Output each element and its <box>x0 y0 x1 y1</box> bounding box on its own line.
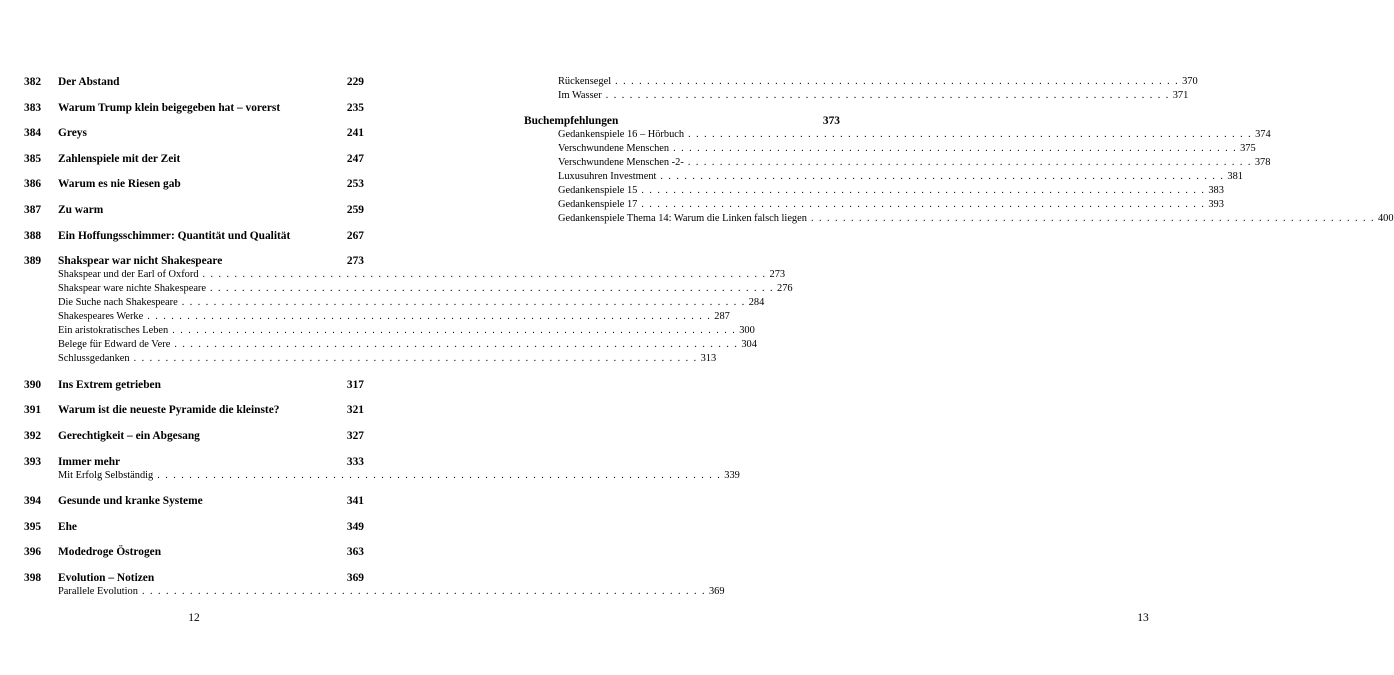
toc-subentry <box>58 585 725 599</box>
dot-leader <box>602 89 1173 103</box>
toc-chapter <box>24 126 364 140</box>
toc-chapter <box>24 177 364 191</box>
dot-leader <box>684 156 1255 170</box>
chapter-number: 393 <box>24 455 42 468</box>
chapter-number: 384 <box>24 127 42 140</box>
toc-subentry <box>58 338 757 352</box>
toc-chapter <box>24 494 364 508</box>
toc-chapter <box>24 203 364 217</box>
toc-chapter <box>24 429 364 443</box>
chapter-number: 396 <box>24 546 42 559</box>
subentry-page: 369 <box>708 585 725 597</box>
chapter-title: Gerechtigkeit – ein Abgesang <box>58 429 200 442</box>
toc-subentry <box>58 352 717 366</box>
subentry-title: Gedankenspiele 17 <box>558 199 638 210</box>
toc-chapter <box>24 378 364 392</box>
toc-subentry <box>58 310 730 324</box>
dot-leader <box>669 142 1240 156</box>
subentry-page: 371 <box>1172 90 1189 101</box>
toc-chapter <box>24 229 364 243</box>
toc-subentry <box>558 156 1271 170</box>
right-page <box>450 0 1394 675</box>
subentry-page: 284 <box>748 297 765 309</box>
subentry-page: 339 <box>724 469 740 481</box>
subentry-page: 273 <box>769 269 786 281</box>
chapter-page: 333 <box>346 455 364 468</box>
toc-subentry <box>558 142 1256 156</box>
chapter-title: Warum es nie Riesen gab <box>58 178 181 191</box>
chapter-number: 395 <box>24 520 42 533</box>
chapter-title: Zahlenspiele mit der Zeit <box>58 152 181 165</box>
chapter-number: 394 <box>24 495 42 508</box>
toc-chapter <box>24 75 364 89</box>
subentry-title: Rückensegel <box>558 76 612 87</box>
toc-subentry <box>58 469 740 483</box>
toc-chapter-group <box>24 571 725 599</box>
toc-subentry <box>558 128 1271 142</box>
toc-chapter-group <box>24 126 364 140</box>
toc-chapter-group <box>24 520 364 534</box>
toc-chapter <box>524 114 840 128</box>
chapter-page: 247 <box>346 152 364 165</box>
toc-subentry <box>558 198 1224 212</box>
toc-chapter-group <box>24 203 364 217</box>
chapter-page: 373 <box>822 115 840 127</box>
subentry-title: Verschwundene Menschen -2- <box>558 157 684 168</box>
dot-leader <box>611 75 1182 89</box>
toc-subentry <box>558 170 1243 184</box>
toc-subentry <box>558 75 1198 89</box>
toc-subentry <box>558 184 1224 198</box>
chapter-title: Gesunde und kranke Systeme <box>58 495 203 508</box>
toc-chapter-group <box>24 455 740 483</box>
subentry-page: 304 <box>741 339 757 351</box>
toc-subentry <box>558 89 1189 103</box>
chapter-number: 386 <box>24 178 42 191</box>
toc-chapter-group <box>24 403 364 417</box>
subentry-page: 287 <box>714 311 730 323</box>
chapter-number: 398 <box>24 571 42 584</box>
continued-entries <box>524 75 1198 103</box>
subentry-title: Gedankenspiele 15 <box>558 185 638 196</box>
subentry-title: Verschwundene Menschen <box>558 143 670 154</box>
page-number-right: 13 <box>1137 612 1149 624</box>
chapter-page: 259 <box>346 203 364 216</box>
dot-leader <box>684 128 1255 142</box>
subentry-title: Die Suche nach Shakespeare <box>58 297 178 309</box>
chapter-number: 382 <box>24 76 42 88</box>
chapter-number: 383 <box>24 101 42 114</box>
subentry-title: Mit Erfolg Selbständig <box>58 469 154 481</box>
chapter-page: 241 <box>346 127 364 140</box>
subentry-title: Shakspear ware nichte Shakespeare <box>58 283 207 295</box>
subentry-title: Gedankenspiele Thema 14: Warum die Linken falsch liegen <box>558 213 807 224</box>
subentry-page: 393 <box>1208 199 1224 210</box>
chapter-number: 389 <box>24 255 42 268</box>
chapter-title: Ins Extrem getrieben <box>58 378 161 391</box>
toc-chapter-group <box>24 545 364 559</box>
subentry-title: Shakspear und der Earl of Oxford <box>58 269 199 281</box>
subentry-title: Ein aristokratisches Leben <box>58 325 169 337</box>
chapter-page: 363 <box>346 546 364 559</box>
chapter-number: 385 <box>24 152 42 165</box>
toc-chapter <box>24 403 364 417</box>
chapter-page: 235 <box>346 101 364 114</box>
subentry-page: 370 <box>1182 76 1198 87</box>
chapter-page: 369 <box>346 571 364 584</box>
subentry-page: 276 <box>777 283 793 295</box>
chapter-number: 390 <box>24 378 42 391</box>
subentry-page: 400 <box>1377 213 1394 224</box>
chapter-page: 273 <box>346 255 364 268</box>
toc-chapter <box>24 455 364 469</box>
chapter-title: Ein Hoffungsschimmer: Quantität und Qualität <box>58 229 291 242</box>
chapter-title: Der Abstand <box>58 76 120 88</box>
dot-leader <box>807 212 1378 226</box>
toc-chapter-group <box>524 114 1394 226</box>
toc-subentry <box>58 282 793 296</box>
subentry-page: 300 <box>739 325 755 337</box>
toc-chapter-group <box>24 101 364 115</box>
chapter-page: 253 <box>346 178 364 191</box>
subentry-title: Schlussgedanken <box>58 353 130 365</box>
toc-subentry <box>58 296 765 310</box>
chapter-page: 349 <box>346 520 364 533</box>
toc-subentry <box>58 268 786 282</box>
chapter-number: 391 <box>24 404 42 417</box>
chapter-title: Buchempfehlungen <box>524 115 619 127</box>
toc-chapter <box>24 545 364 559</box>
toc-chapter-group <box>24 229 364 243</box>
toc-chapter <box>24 254 364 268</box>
chapter-title: Immer mehr <box>58 455 121 468</box>
chapter-number: 388 <box>24 229 42 242</box>
chapter-number: 392 <box>24 429 42 442</box>
chapter-page: 267 <box>346 229 364 242</box>
toc-chapter <box>24 152 364 166</box>
table-of-contents-right <box>524 75 1394 226</box>
subentry-title: Belege für Edward de Vere <box>58 339 171 351</box>
toc-chapter-group <box>24 254 793 366</box>
chapter-title: Greys <box>58 127 87 140</box>
toc-chapter-group <box>24 152 364 166</box>
chapter-page: 317 <box>346 378 364 391</box>
chapter-title: Warum ist die neueste Pyramide die kleinste? <box>58 404 280 417</box>
subentry-title: Parallele Evolution <box>58 585 138 597</box>
subentry-title: Luxusuhren Investment <box>558 171 657 182</box>
chapter-title: Shakspear war nicht Shakespeare <box>58 255 223 268</box>
subentry-page: 375 <box>1240 143 1256 154</box>
dot-leader <box>637 198 1208 212</box>
subentry-title: Shakespeares Werke <box>58 311 144 323</box>
toc-chapter-group <box>24 177 364 191</box>
subentry-title: Im Wasser <box>558 90 602 101</box>
toc-chapter <box>24 101 364 115</box>
subentry-page: 378 <box>1254 157 1271 168</box>
chapter-title: Zu warm <box>58 203 104 216</box>
subentry-title: Gedankenspiele 16 – Hörbuch <box>558 129 685 140</box>
toc-chapter <box>24 571 364 585</box>
toc-chapter-group <box>24 75 364 89</box>
toc-chapter-group <box>24 429 364 443</box>
toc-chapter <box>24 520 364 534</box>
chapter-title: Ehe <box>58 520 77 533</box>
toc-subentry <box>58 324 755 338</box>
toc-chapter-group <box>24 378 364 392</box>
chapter-page: 327 <box>346 429 364 442</box>
subentry-page: 313 <box>700 353 717 365</box>
dot-leader <box>656 170 1227 184</box>
toc-chapter-group <box>24 494 364 508</box>
subentry-page: 381 <box>1227 171 1243 182</box>
chapter-title: Warum Trump klein beigegeben hat – vorerst <box>58 101 281 114</box>
subentry-page: 374 <box>1255 129 1271 140</box>
dot-leader <box>637 184 1208 198</box>
chapter-title: Evolution – Notizen <box>58 571 155 584</box>
chapter-page: 321 <box>346 404 364 417</box>
chapter-number: 387 <box>24 203 42 216</box>
chapter-title: Modedroge Östrogen <box>58 546 162 559</box>
subentry-page: 383 <box>1208 185 1224 196</box>
toc-subentry <box>558 212 1394 226</box>
chapter-page: 341 <box>346 495 364 508</box>
chapter-page: 229 <box>346 76 364 88</box>
page-number-left: 12 <box>188 612 200 624</box>
